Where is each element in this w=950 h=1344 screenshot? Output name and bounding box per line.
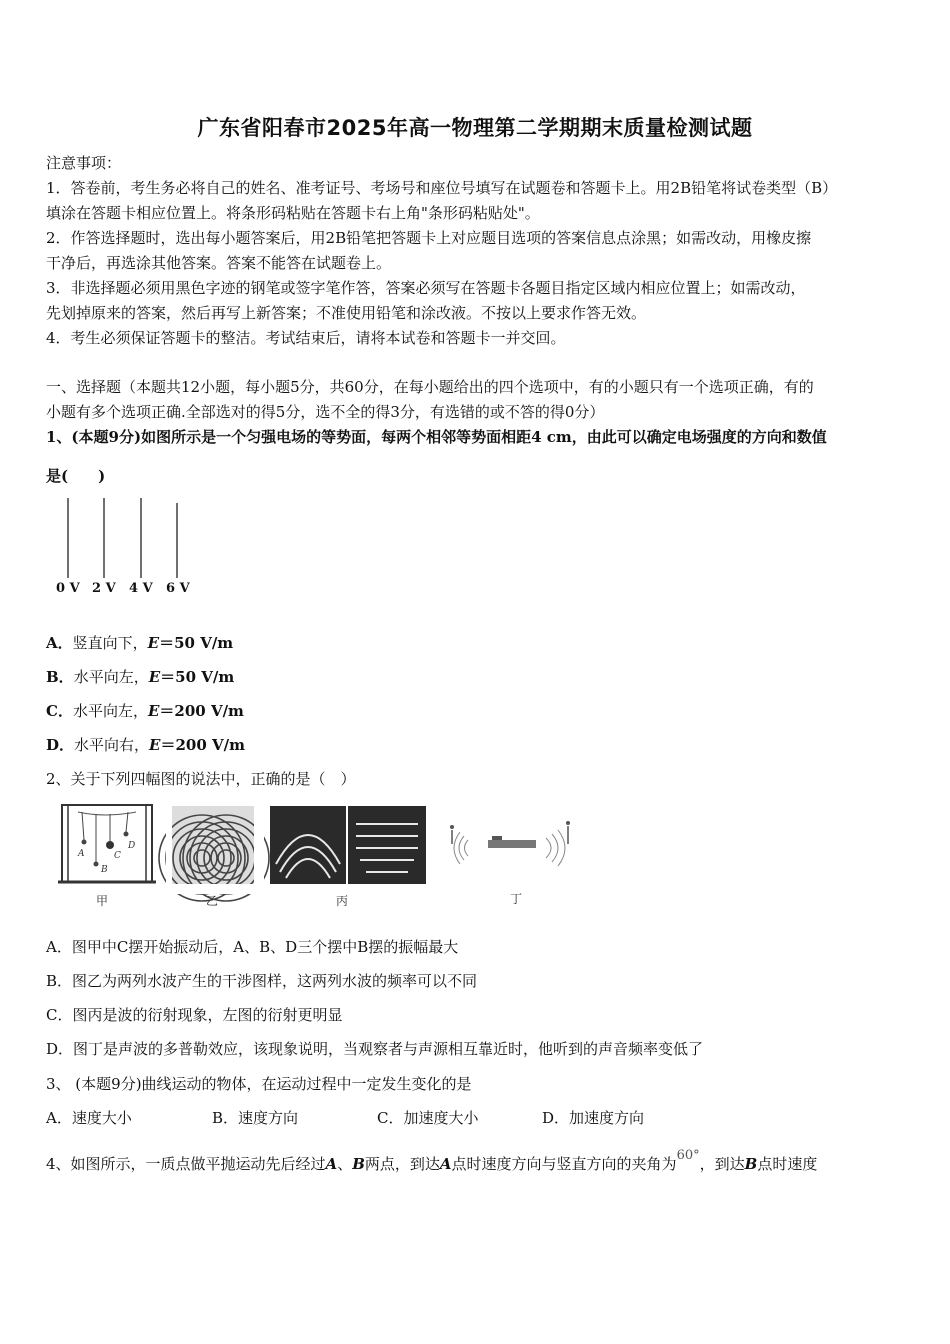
q3-option-a[interactable]: A．速度大小 — [46, 1109, 132, 1127]
q3-stem: 3、 (本题9分)曲线运动的物体，在运动过程中一定发生变化的是 — [46, 1075, 472, 1093]
q2-option-c[interactable]: C．图丙是波的衍射现象，左图的衍射更明显 — [46, 1006, 343, 1024]
caption-bing: 丙 — [336, 894, 349, 908]
potential-label-4v: 4 V — [129, 581, 153, 596]
notice-line: 干净后，再选涂其他答案。答案不能答在试题卷上。 — [46, 254, 392, 272]
pendulum-label-d: D — [128, 841, 136, 851]
caption-ding: 丁 — [510, 892, 523, 906]
q4-stem: 4、如图所示，一质点做平抛运动先后经过A、B两点，到达A点时速度方向与竖直方向的夹角为60°，到达B点时速度 — [46, 1148, 818, 1173]
q2-option-b[interactable]: B．图乙为两列水波产生的干涉图样，这两列水波的频率可以不同 — [46, 972, 478, 990]
q1-option-b[interactable]: B．水平向左，E＝50 V/m — [46, 668, 235, 686]
caption-yi: 乙 — [206, 894, 219, 908]
q2-option-a[interactable]: A．图甲中C摆开始振动后，A、B、D三个摆中B摆的振幅最大 — [46, 938, 459, 956]
notice-line: 4．考生必须保证答题卡的整洁。考试结束后，请将本试卷和答题卡一并交回。 — [46, 329, 566, 347]
q1-option-a[interactable]: A．竖直向下，E＝50 V/m — [46, 634, 234, 652]
q3-option-b[interactable]: B．速度方向 — [212, 1109, 299, 1127]
pendulum-label-b: B — [101, 865, 108, 875]
notice-line: 1．答卷前，考生务必将自己的姓名、准考证号、考场号和座位号填写在试题卷和答题卡上。用2B铅笔将试卷类型（B） — [46, 179, 838, 197]
notice-line: 先划掉原来的答案，然后再写上新答案；不准使用铅笔和涂改液。不按以上要求作答无效。 — [46, 304, 647, 322]
q3-option-d[interactable]: D．加速度方向 — [542, 1109, 645, 1127]
notice-line: 2．作答选择题时，选出每小题答案后，用2B铅笔把答题卡上对应题目选项的答案信息点涂黑；如需改动，用橡皮擦 — [46, 229, 812, 247]
potential-label-2v: 2 V — [92, 581, 116, 596]
doppler-figure — [450, 821, 570, 866]
potential-label-6v: 6 V — [166, 581, 190, 596]
q1-stem: 1、(本题9分)如图所示是一个匀强电场的等势面，每两个相邻等势面相距4 cm，由此可以确定电场强度的方向和数值 — [46, 428, 827, 446]
q1-equipotential-figure — [52, 495, 212, 605]
notice-line: 3．非选择题必须用黑色字迹的钢笔或签字笔作答，答案必须写在答题卡各题目指定区域内相应位置上；如需改动， — [46, 279, 806, 297]
q3-option-c[interactable]: C．加速度大小 — [377, 1109, 479, 1127]
page-title: 广东省阳春市2025年高一物理第二学期期末质量检测试题 — [197, 116, 753, 140]
potential-label-0v: 0 V — [56, 581, 80, 596]
interference-figure — [159, 800, 269, 901]
notice-heading: 注意事项： — [46, 154, 122, 172]
diffraction-figure — [270, 806, 426, 884]
section-heading-cont: 小题有多个选项正确.全部选对的得5分，选不全的得3分，有选错的或不答的得0分） — [46, 403, 605, 421]
angle-60: 60° — [676, 1148, 700, 1163]
q1-option-c[interactable]: C．水平向左，E＝200 V/m — [46, 702, 244, 720]
q2-four-figures — [56, 800, 596, 910]
q1-option-d[interactable]: D．水平向右，E＝200 V/m — [46, 736, 245, 754]
pendulum-label-c: C — [114, 851, 121, 861]
caption-jia: 甲 — [96, 894, 109, 908]
q1-stem-cont: 是( ) — [46, 467, 106, 485]
q2-stem: 2、关于下列四幅图的说法中，正确的是（ ） — [46, 770, 356, 788]
notice-line: 填涂在答题卡相应位置上。将条形码粘贴在答题卡右上角"条形码粘贴处"。 — [46, 204, 540, 222]
pendulum-label-a: A — [78, 849, 85, 859]
q2-option-d[interactable]: D．图丁是声波的多普勒效应，该现象说明，当观察者与声源相互靠近时，他听到的声音频率变低了 — [46, 1040, 704, 1058]
section-heading: 一、选择题（本题共12小题，每小题5分，共60分，在每小题给出的四个选项中，有的小题只有一个选项正确，有的 — [46, 378, 814, 396]
